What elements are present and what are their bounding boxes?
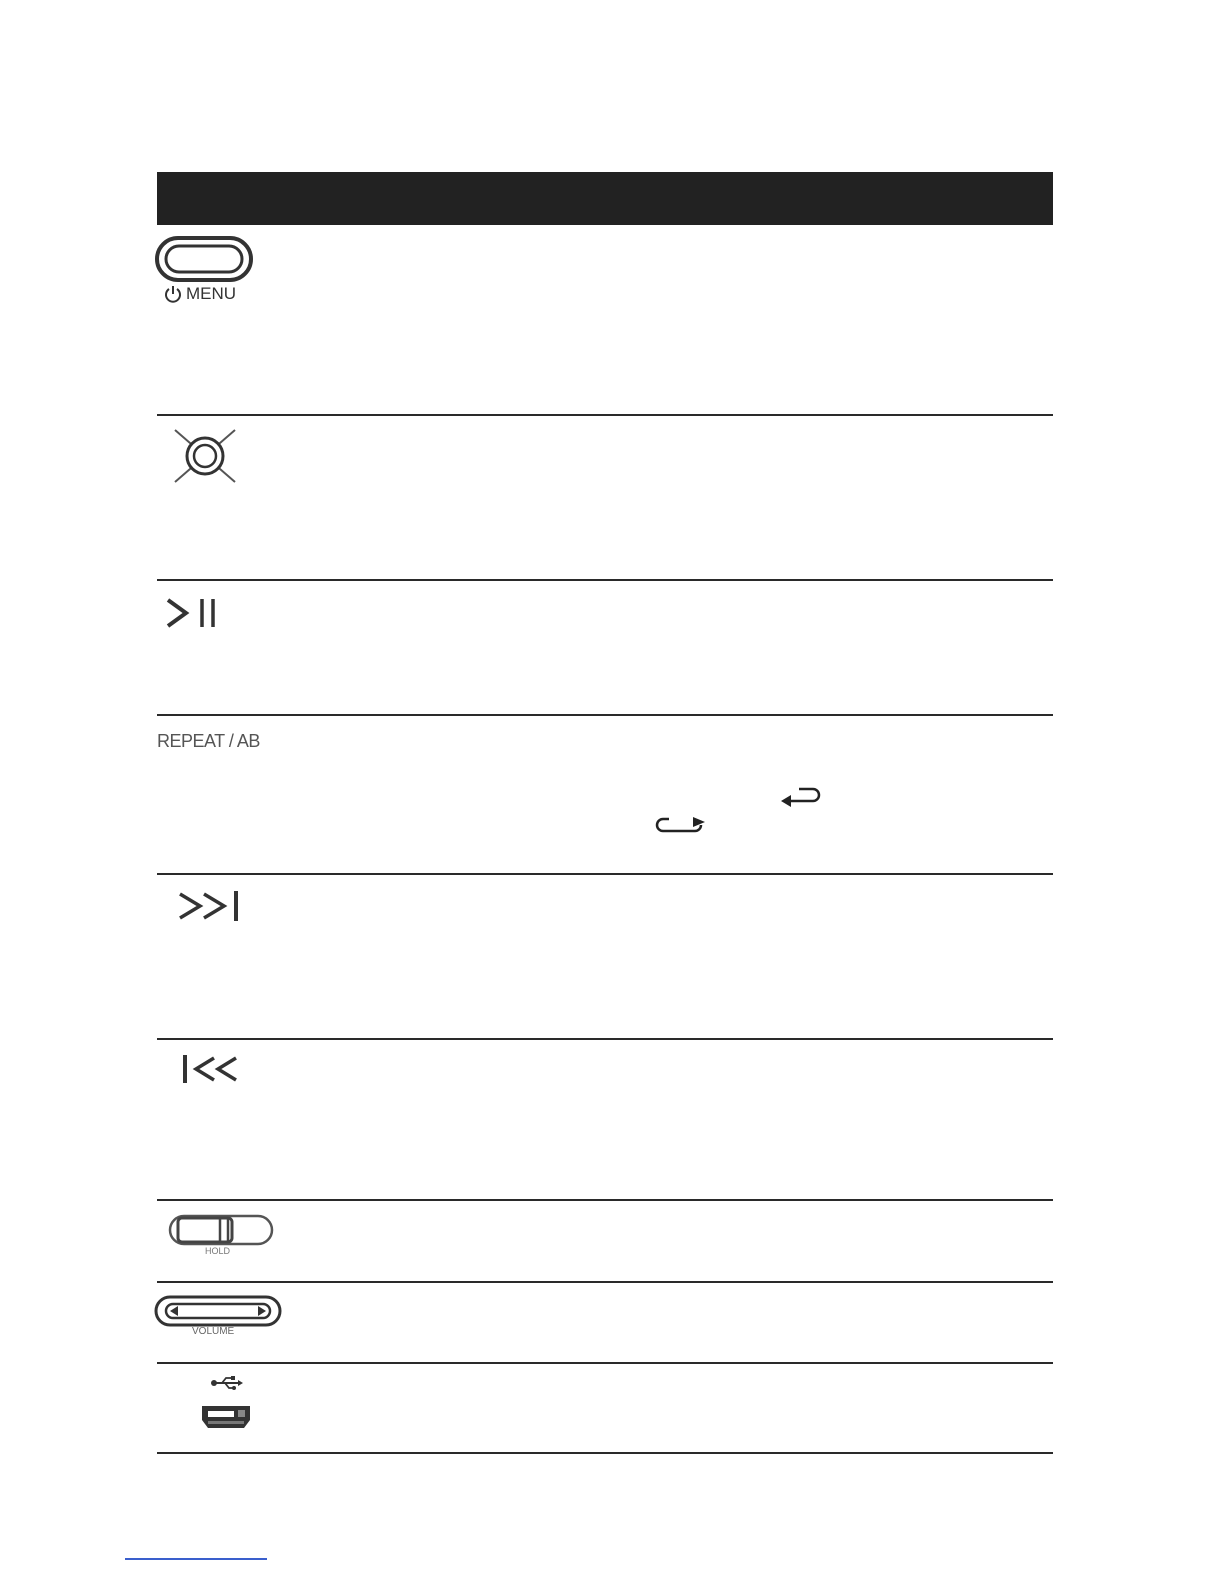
table-header-bar	[157, 172, 1053, 225]
repeat-one-icon	[779, 785, 821, 805]
row-divider	[157, 1199, 1053, 1201]
joystick-icon	[173, 428, 237, 484]
menu-label: MENU	[186, 284, 237, 303]
power-icon	[164, 285, 182, 303]
repeat-ab-label: REPEAT / AB	[157, 731, 260, 751]
row-divider	[157, 714, 1053, 716]
next-track-icon	[178, 890, 242, 922]
usb-icon	[210, 1375, 244, 1391]
row-divider	[157, 1281, 1053, 1283]
previous-track-icon	[182, 1054, 240, 1084]
row-divider	[157, 414, 1053, 416]
row-divider	[157, 1038, 1053, 1040]
row-divider	[157, 1452, 1053, 1454]
volume-label: VOLUME	[192, 1326, 235, 1337]
repeat-all-icon	[657, 815, 707, 835]
row-divider	[157, 579, 1053, 581]
row-divider	[157, 1362, 1053, 1364]
play-pause-icon	[166, 598, 220, 628]
hold-switch-icon	[168, 1214, 274, 1246]
volume-rocker-icon	[154, 1295, 282, 1327]
row-divider	[157, 873, 1053, 875]
hold-label: HOLD	[205, 1246, 231, 1256]
footer-rule	[125, 1558, 267, 1560]
usb-port-icon	[200, 1402, 252, 1430]
